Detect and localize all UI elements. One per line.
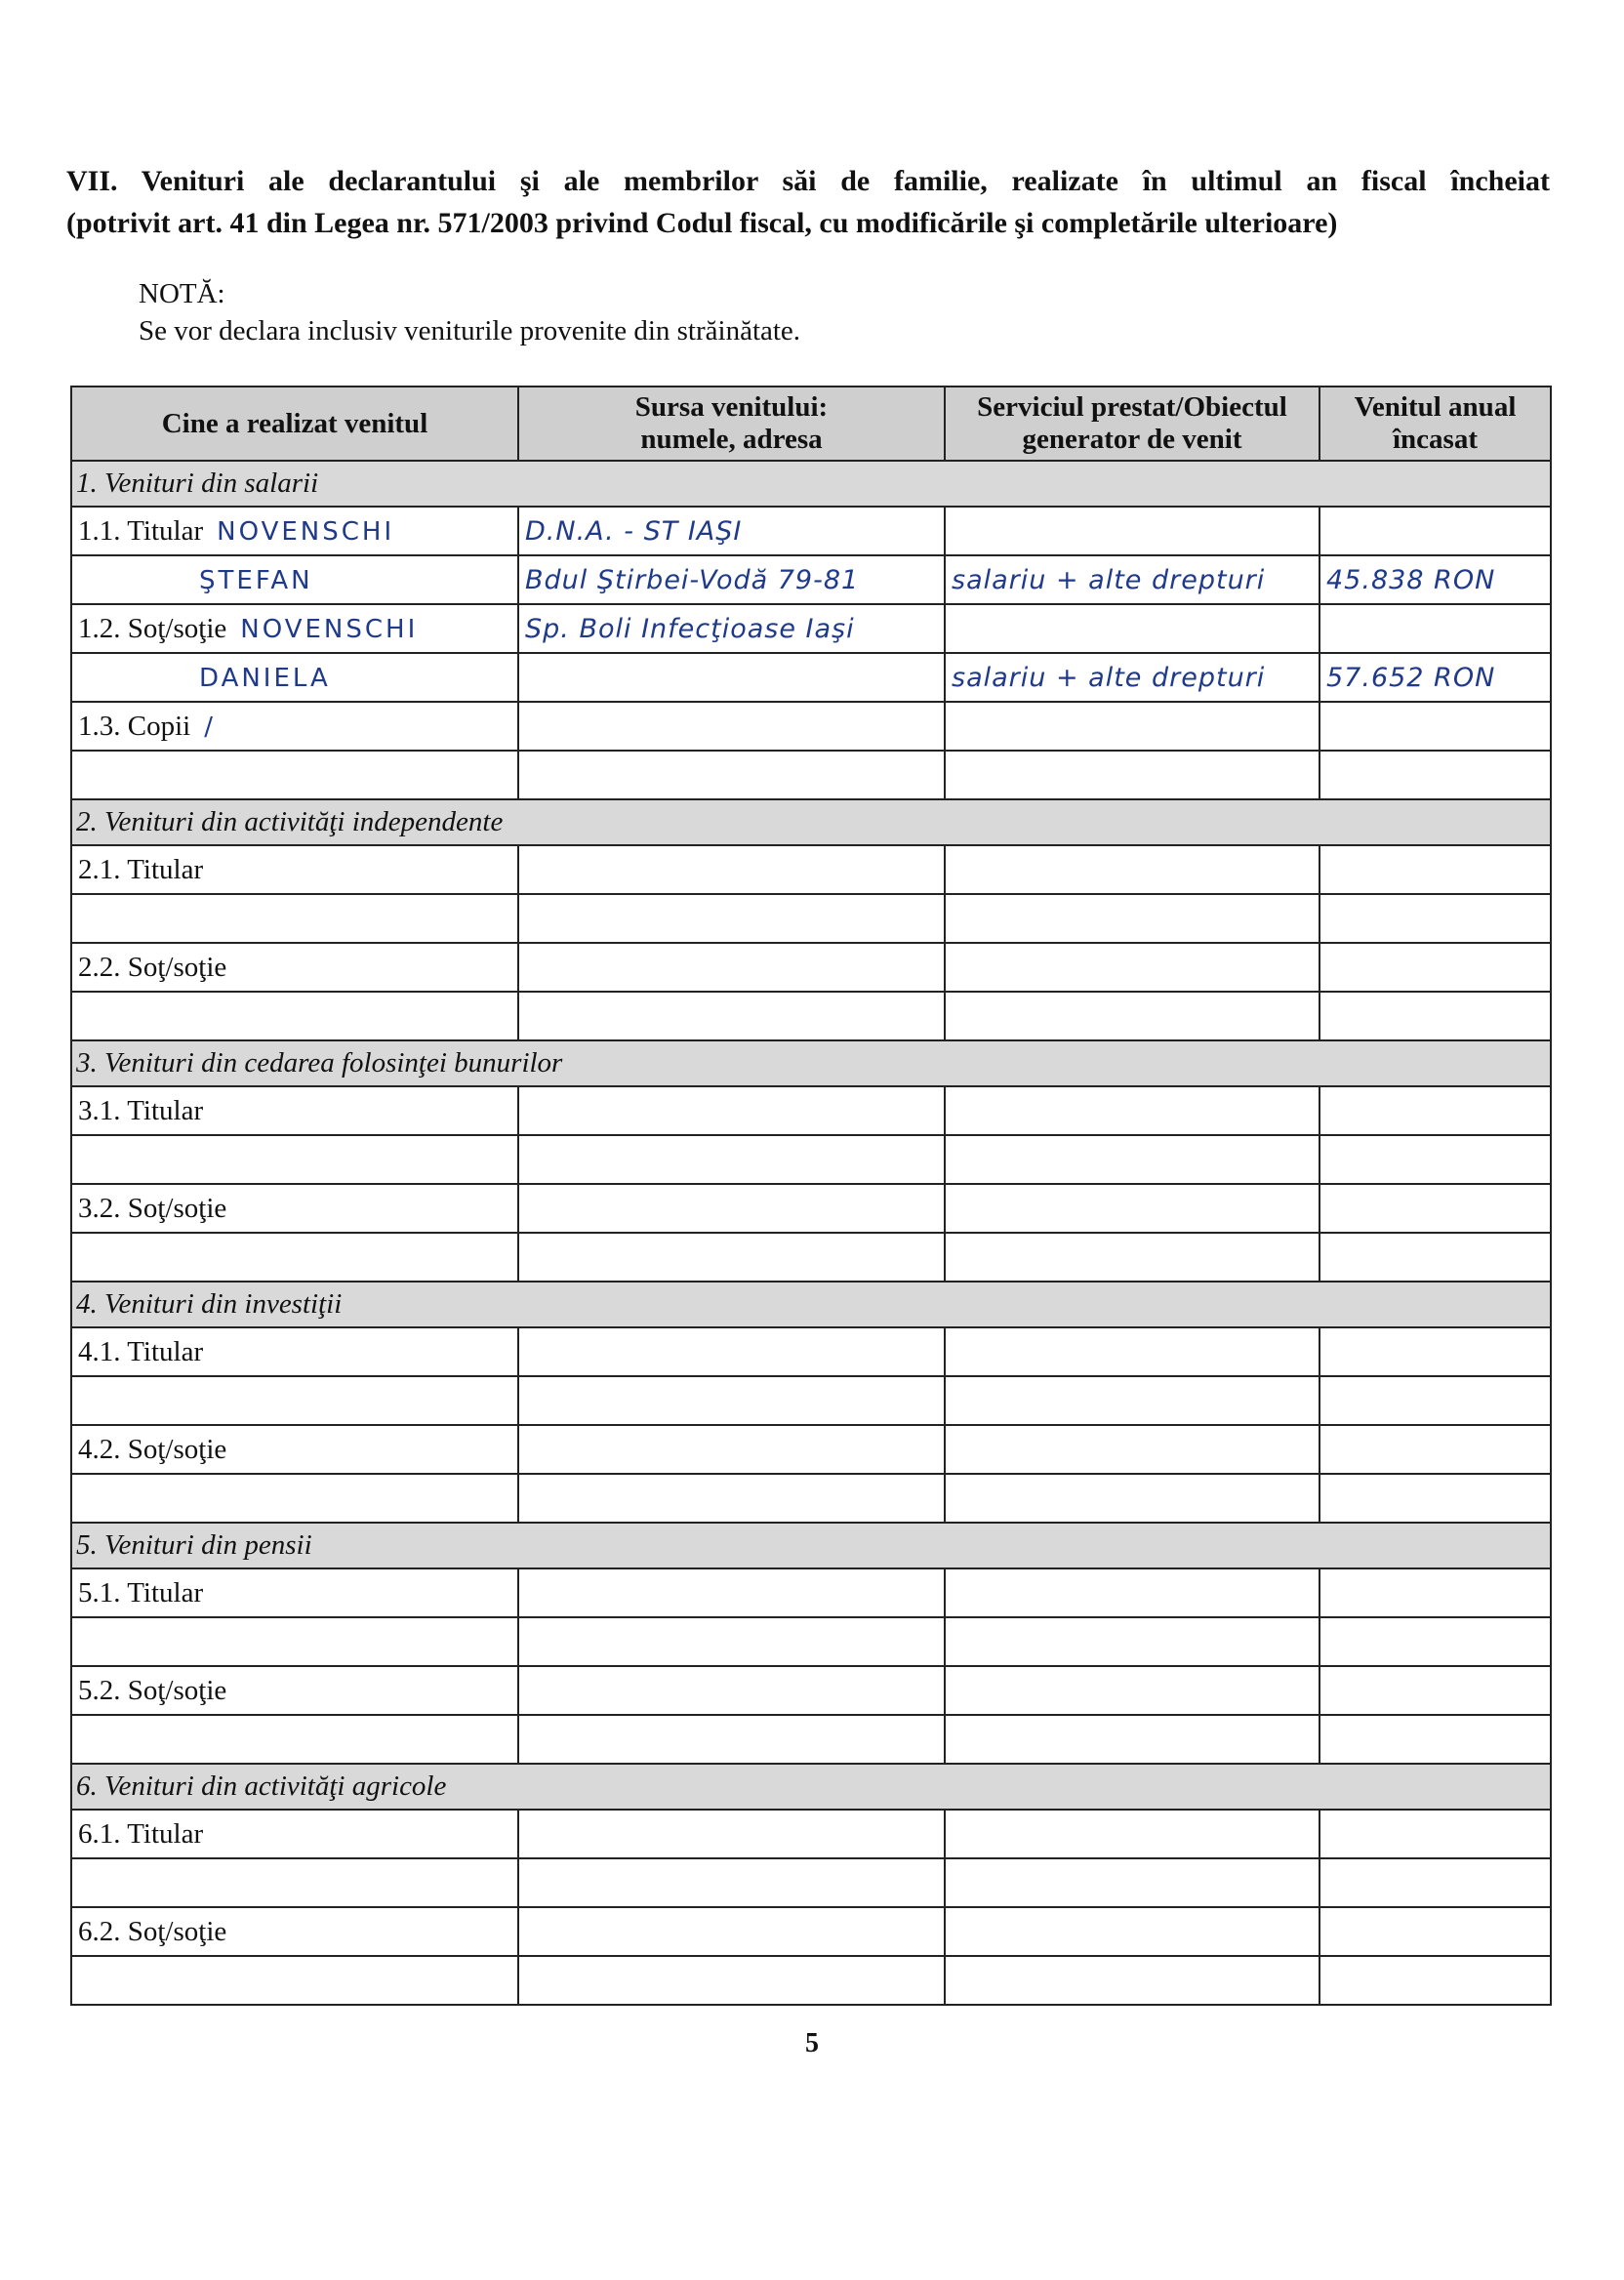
cell-amount bbox=[1320, 1810, 1551, 1858]
table-row bbox=[71, 1956, 1551, 2005]
handwritten-name: ŞTEFAN bbox=[199, 565, 313, 595]
cell-source bbox=[518, 1135, 945, 1184]
cell-source bbox=[518, 1184, 945, 1233]
cell-who bbox=[71, 1086, 518, 1135]
cell-amount bbox=[1320, 845, 1551, 894]
cell-service bbox=[945, 1617, 1320, 1666]
cell-amount bbox=[1320, 751, 1551, 799]
cell-service bbox=[945, 894, 1320, 943]
cell-who bbox=[71, 1858, 518, 1907]
section-row bbox=[71, 799, 1551, 845]
table-row bbox=[71, 751, 1551, 799]
section-row bbox=[71, 1282, 1551, 1327]
handwritten-name: DANIELA bbox=[199, 663, 331, 693]
cell-service bbox=[945, 702, 1320, 751]
section-title: 4. Venituri din investiţii bbox=[71, 1282, 1551, 1327]
cell-who bbox=[71, 604, 518, 653]
page-number: 5 bbox=[805, 2028, 819, 2058]
cell-service bbox=[945, 845, 1320, 894]
cell-source bbox=[518, 604, 945, 653]
cell-source bbox=[518, 894, 945, 943]
handwritten-service: salariu + alte drepturi bbox=[952, 564, 1266, 595]
heading-line-1: VII. Venituri ale declarantului şi ale membrilor săi de familie, realizate în ultimul an fiscal încheiat bbox=[66, 165, 1550, 197]
cell-amount bbox=[1320, 1956, 1551, 2005]
section-title: 6. Venituri din activităţi agricole bbox=[71, 1764, 1551, 1810]
note-block bbox=[139, 275, 800, 349]
row-label: 1.1. Titular bbox=[78, 514, 204, 547]
cell-source bbox=[518, 555, 945, 604]
cell-source bbox=[518, 1086, 945, 1135]
row-label: 4.2. Soţ/soţie bbox=[78, 1433, 227, 1465]
cell-who bbox=[71, 1233, 518, 1282]
table-row bbox=[71, 1184, 1551, 1233]
cell-service bbox=[945, 1810, 1320, 1858]
table-row bbox=[71, 943, 1551, 992]
cell-service bbox=[945, 1715, 1320, 1764]
heading-line-2: (potrivit art. 41 din Legea nr. 571/2003 privind Codul fiscal, cu modificările şi completările ulterioare) bbox=[66, 207, 1338, 239]
cell-service bbox=[945, 1666, 1320, 1715]
cell-amount bbox=[1320, 507, 1551, 555]
header-amount: Venitul anual încasat bbox=[1320, 387, 1551, 461]
row-label: 3.1. Titular bbox=[78, 1094, 204, 1126]
cell-who bbox=[71, 1474, 518, 1523]
cell-amount bbox=[1320, 894, 1551, 943]
table-row bbox=[71, 1858, 1551, 1907]
cell-who bbox=[71, 555, 518, 604]
table-row bbox=[71, 604, 1551, 653]
cell-amount bbox=[1320, 1184, 1551, 1233]
cell-source bbox=[518, 1425, 945, 1474]
cell-amount bbox=[1320, 1327, 1551, 1376]
cell-who bbox=[71, 1666, 518, 1715]
cell-source bbox=[518, 1376, 945, 1425]
table-row bbox=[71, 1617, 1551, 1666]
cell-service bbox=[945, 943, 1320, 992]
row-label: 3.2. Soţ/soţie bbox=[78, 1192, 227, 1224]
cell-who bbox=[71, 1907, 518, 1956]
cell-who bbox=[71, 751, 518, 799]
cell-service bbox=[945, 604, 1320, 653]
cell-service bbox=[945, 751, 1320, 799]
cell-source bbox=[518, 751, 945, 799]
cell-source bbox=[518, 1568, 945, 1617]
cell-service bbox=[945, 1376, 1320, 1425]
table-row bbox=[71, 1715, 1551, 1764]
cell-who bbox=[71, 992, 518, 1040]
handwritten-amount: 45.838 RON bbox=[1326, 564, 1496, 595]
cell-service bbox=[945, 1956, 1320, 2005]
row-label: 2.1. Titular bbox=[78, 853, 204, 885]
cell-service bbox=[945, 1907, 1320, 1956]
cell-who bbox=[71, 1135, 518, 1184]
table-row bbox=[71, 1810, 1551, 1858]
income-table bbox=[70, 386, 1552, 2006]
table-row bbox=[71, 1907, 1551, 1956]
cell-source bbox=[518, 1617, 945, 1666]
cell-who bbox=[71, 1376, 518, 1425]
cell-who bbox=[71, 1715, 518, 1764]
table-row bbox=[71, 1666, 1551, 1715]
cell-source bbox=[518, 507, 945, 555]
table-row bbox=[71, 992, 1551, 1040]
cell-amount bbox=[1320, 1568, 1551, 1617]
cell-source bbox=[518, 1810, 945, 1858]
cell-who bbox=[71, 653, 518, 702]
handwritten-amount: 57.652 RON bbox=[1326, 662, 1496, 693]
table-row bbox=[71, 1135, 1551, 1184]
cell-service bbox=[945, 1425, 1320, 1474]
cell-source bbox=[518, 1907, 945, 1956]
cell-service bbox=[945, 555, 1320, 604]
cell-source bbox=[518, 1715, 945, 1764]
note-title: NOTĂ: bbox=[139, 278, 225, 309]
cell-service bbox=[945, 1233, 1320, 1282]
table-row bbox=[71, 507, 1551, 555]
cell-who bbox=[71, 1184, 518, 1233]
cell-service bbox=[945, 1184, 1320, 1233]
cell-service bbox=[945, 1327, 1320, 1376]
cell-service bbox=[945, 1858, 1320, 1907]
handwritten-name: NOVENSCHI bbox=[240, 614, 419, 644]
cell-source bbox=[518, 1233, 945, 1282]
cell-amount bbox=[1320, 992, 1551, 1040]
cell-source bbox=[518, 1474, 945, 1523]
cell-amount bbox=[1320, 1907, 1551, 1956]
cell-who bbox=[71, 507, 518, 555]
header-source: Sursa venitului: numele, adresa bbox=[518, 387, 945, 461]
cell-who bbox=[71, 845, 518, 894]
handwritten-source: Sp. Boli Infecţioase Iaşi bbox=[525, 613, 855, 644]
cell-amount bbox=[1320, 1086, 1551, 1135]
cell-amount bbox=[1320, 1474, 1551, 1523]
cell-amount bbox=[1320, 1376, 1551, 1425]
cell-service bbox=[945, 1135, 1320, 1184]
table-header-row bbox=[71, 387, 1551, 461]
cell-service bbox=[945, 1086, 1320, 1135]
handwritten-source: D.N.A. - ST IAŞI bbox=[525, 515, 743, 547]
table-row bbox=[71, 1425, 1551, 1474]
table-row bbox=[71, 1233, 1551, 1282]
section-row bbox=[71, 1523, 1551, 1568]
cell-amount bbox=[1320, 555, 1551, 604]
table-row bbox=[71, 1474, 1551, 1523]
cell-source bbox=[518, 992, 945, 1040]
cell-source bbox=[518, 702, 945, 751]
cell-who bbox=[71, 1810, 518, 1858]
cell-who bbox=[71, 894, 518, 943]
row-label: 4.1. Titular bbox=[78, 1335, 204, 1367]
header-service: Serviciul prestat/Obiectul generator de venit bbox=[945, 387, 1320, 461]
table-row bbox=[71, 1327, 1551, 1376]
cell-who bbox=[71, 943, 518, 992]
section-row bbox=[71, 461, 1551, 507]
header-who: Cine a realizat venitul bbox=[71, 387, 518, 461]
table-row bbox=[71, 1086, 1551, 1135]
cell-who bbox=[71, 1425, 518, 1474]
section-title: 1. Venituri din salarii bbox=[71, 461, 1551, 507]
section-row bbox=[71, 1040, 1551, 1086]
cell-amount bbox=[1320, 1233, 1551, 1282]
section-row bbox=[71, 1764, 1551, 1810]
table-body bbox=[71, 461, 1551, 2005]
cell-source bbox=[518, 1858, 945, 1907]
cell-service bbox=[945, 992, 1320, 1040]
section-title: 5. Venituri din pensii bbox=[71, 1523, 1551, 1568]
section-title: 3. Venituri din cedarea folosinţei bunurilor bbox=[71, 1040, 1551, 1086]
table-row bbox=[71, 894, 1551, 943]
cell-source bbox=[518, 1327, 945, 1376]
cell-amount bbox=[1320, 1425, 1551, 1474]
cell-service bbox=[945, 507, 1320, 555]
cell-amount bbox=[1320, 1715, 1551, 1764]
cell-service bbox=[945, 1474, 1320, 1523]
row-label: 2.2. Soţ/soţie bbox=[78, 951, 227, 983]
handwritten-source: Bdul Ştirbei-Vodă 79-81 bbox=[525, 564, 860, 595]
cell-source bbox=[518, 1956, 945, 2005]
handwritten-name: / bbox=[204, 712, 216, 742]
cell-amount bbox=[1320, 653, 1551, 702]
cell-amount bbox=[1320, 604, 1551, 653]
table-row bbox=[71, 653, 1551, 702]
cell-who bbox=[71, 1956, 518, 2005]
cell-source bbox=[518, 1666, 945, 1715]
cell-who bbox=[71, 702, 518, 751]
cell-service bbox=[945, 653, 1320, 702]
table-row bbox=[71, 702, 1551, 751]
section-heading bbox=[66, 160, 1550, 244]
section-title: 2. Venituri din activităţi independente bbox=[71, 799, 1551, 845]
cell-amount bbox=[1320, 1666, 1551, 1715]
row-label: 5.2. Soţ/soţie bbox=[78, 1674, 227, 1706]
cell-amount bbox=[1320, 1617, 1551, 1666]
note-text: Se vor declara inclusiv veniturile provenite din străinătate. bbox=[139, 315, 801, 346]
cell-amount bbox=[1320, 943, 1551, 992]
table-row bbox=[71, 555, 1551, 604]
cell-amount bbox=[1320, 1858, 1551, 1907]
cell-service bbox=[945, 1568, 1320, 1617]
cell-amount bbox=[1320, 702, 1551, 751]
row-label: 1.3. Copii bbox=[78, 710, 191, 742]
table-row bbox=[71, 1568, 1551, 1617]
cell-who bbox=[71, 1617, 518, 1666]
cell-source bbox=[518, 845, 945, 894]
row-label: 1.2. Soţ/soţie bbox=[78, 612, 227, 644]
handwritten-service: salariu + alte drepturi bbox=[952, 662, 1266, 693]
cell-who bbox=[71, 1568, 518, 1617]
row-label: 5.1. Titular bbox=[78, 1576, 204, 1608]
cell-source bbox=[518, 943, 945, 992]
cell-amount bbox=[1320, 1135, 1551, 1184]
handwritten-name: NOVENSCHI bbox=[217, 516, 395, 547]
table-row bbox=[71, 1376, 1551, 1425]
table-row bbox=[71, 845, 1551, 894]
row-label: 6.2. Soţ/soţie bbox=[78, 1915, 227, 1947]
cell-who bbox=[71, 1327, 518, 1376]
cell-source bbox=[518, 653, 945, 702]
row-label: 6.1. Titular bbox=[78, 1817, 204, 1850]
